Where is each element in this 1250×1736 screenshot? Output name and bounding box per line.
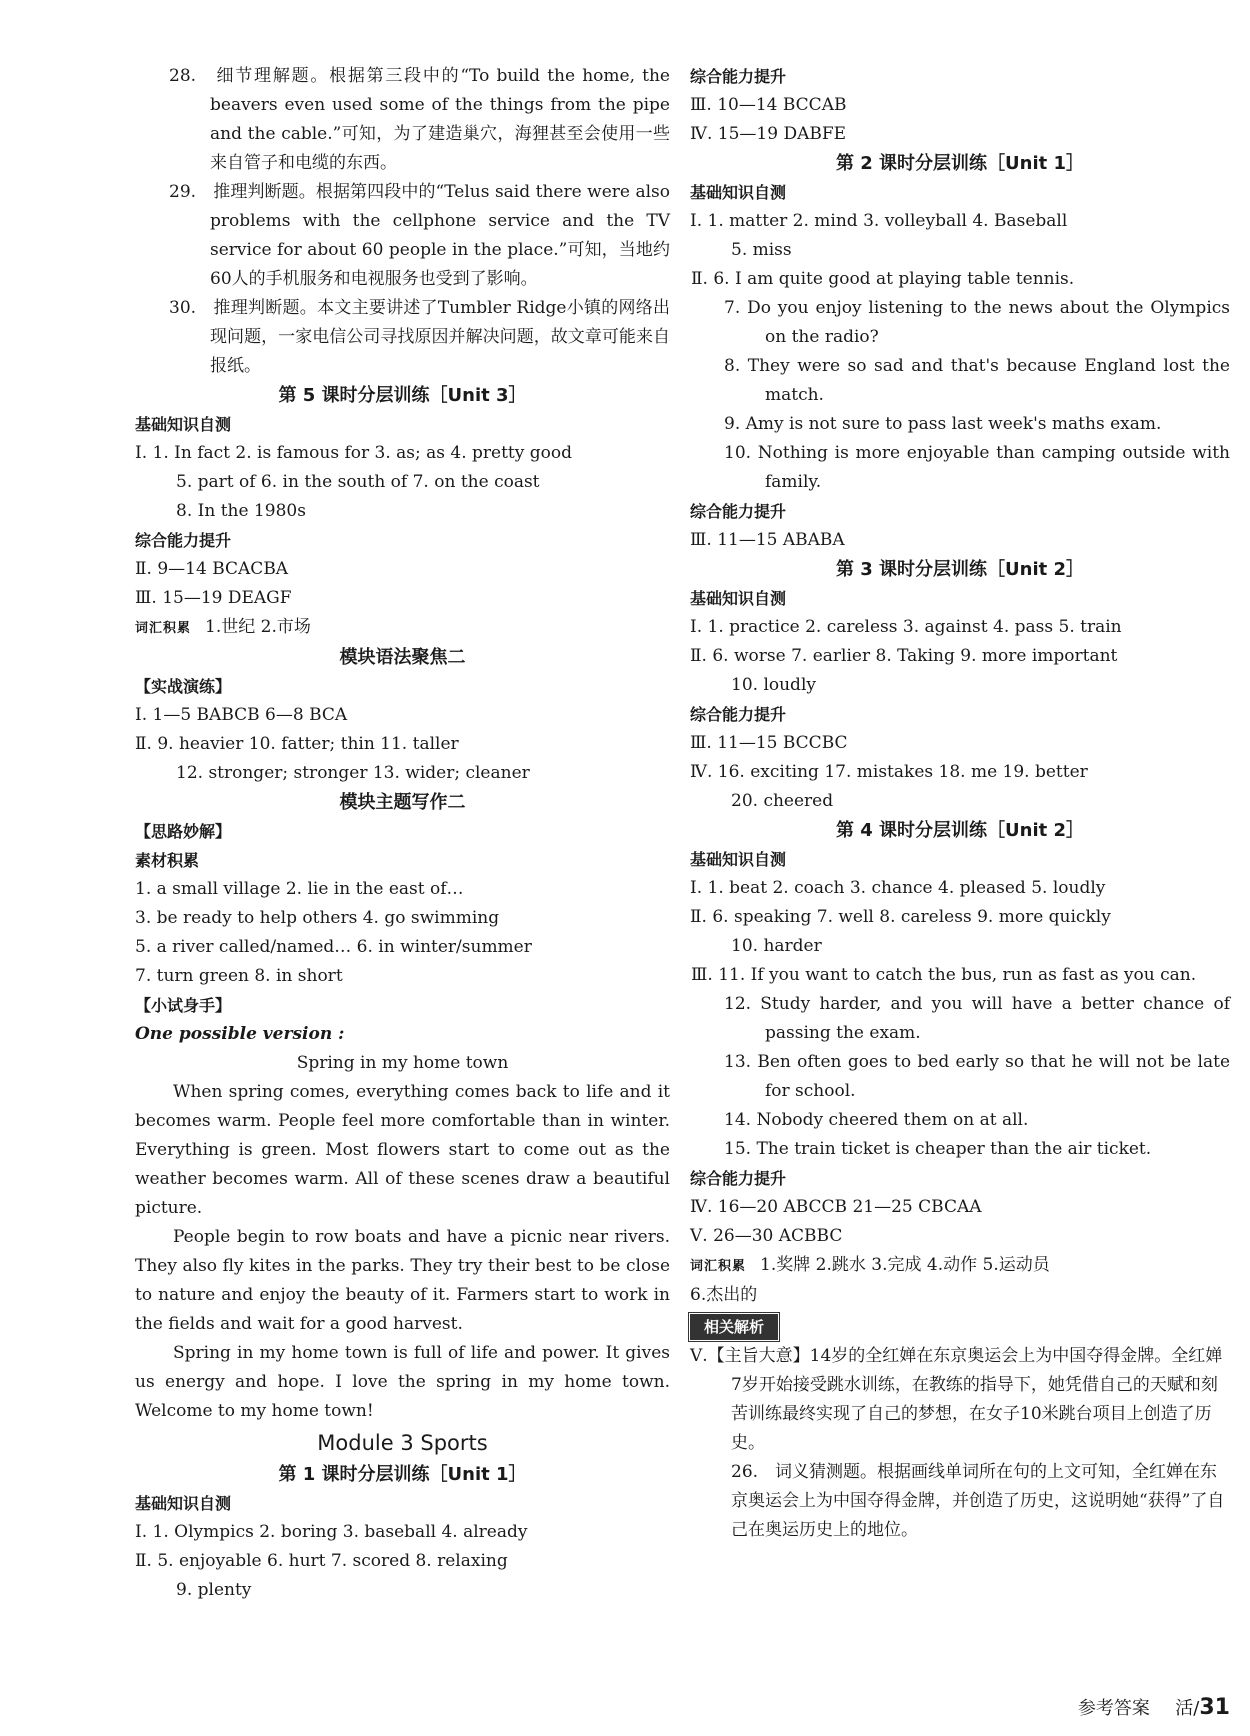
right-column [690, 62, 1230, 1545]
ability-label-r1: 综合能力提升 [690, 67, 787, 86]
l2-i-line2: 5. miss [731, 240, 792, 260]
answer-28: 28. 细节理解题。根据第三段中的“To build the home, the beavers even used some of the things from the pipe and the cable.”可知，为了建造巢穴，海狸甚至会使用一些来自管子和电缆的东西。 [169, 66, 670, 173]
grammar-ii-line1: Ⅱ. 9. heavier 10. fatter; thin 11. taller [135, 734, 459, 754]
footer-label: 参考答案 [1077, 1698, 1150, 1719]
basic-label-r2: 基础知识自测 [690, 183, 787, 202]
l5-vocab: 1.世纪 2.市场 [205, 617, 311, 637]
l2-iii: Ⅲ. 11—15 ABABA [690, 530, 845, 550]
basic-label-r3: 基础知识自测 [690, 589, 787, 608]
analysis-tag: 相关解析 [690, 1314, 778, 1340]
material-label: 素材积累 [135, 851, 200, 870]
ability-label: 综合能力提升 [135, 531, 232, 550]
l2-8: 8. They were so sad and that's because England lost the match. [724, 356, 1230, 405]
l4-13: 13. Ben often goes to bed early so that he will not be late for school. [724, 1052, 1230, 1101]
basic-label-2: 基础知识自测 [135, 1494, 232, 1513]
ability-label-r2: 综合能力提升 [690, 502, 787, 521]
l2-7: 7. Do you enjoy listening to the news about the Olympics on the radio? [724, 298, 1230, 347]
l3-iii: Ⅲ. 11—15 BCCBC [690, 733, 848, 753]
m3-ii: Ⅱ. 5. enjoyable 6. hurt 7. scored 8. relaxing [135, 1551, 508, 1571]
l3-ii-2: 10. loudly [731, 675, 816, 695]
writing-title: 模块主题写作二 [339, 792, 466, 813]
l5-i-line1: Ⅰ. 1. In fact 2. is famous for 3. as; as 4. pretty good [135, 443, 572, 463]
l5-iii: Ⅲ. 15—19 DEAGF [135, 588, 292, 608]
l4-12: 12. Study harder, and you will have a better chance of passing the exam. [724, 994, 1230, 1043]
l2-10: 10. Nothing is more enjoyable than camping outside with family. [724, 443, 1230, 492]
l4-vocab: 1.奖牌 2.跳水 3.完成 4.动作 5.运动员 [760, 1255, 1050, 1275]
essay-paragraph-1: When spring comes, everything comes back to life and it becomes warm. People feel more comfortable than in winter. Everything is green. Most flowers start to come out as the weather becomes warm. All of these scenes draw a beautiful picture. [135, 1082, 670, 1218]
answer-29: 29. 推理判断题。根据第四段中的“Telus said there were also problems with the cellphone service and the TV service for about 60 people in the place.”可知，当地约60人的手机服务和电视服务也受到了影响。 [169, 182, 670, 289]
l3-i: Ⅰ. 1. practice 2. careless 3. against 4. pass 5. train [690, 617, 1122, 637]
l4-ii-2: 10. harder [731, 936, 822, 956]
page-number: 31 [1199, 1695, 1230, 1720]
left-column [135, 62, 670, 1605]
l4-i: Ⅰ. 1. beat 2. coach 3. chance 4. pleased 5. loudly [690, 878, 1106, 898]
try-label: 【小试身手】 [135, 996, 232, 1015]
ability-label-r4: 综合能力提升 [690, 1169, 787, 1188]
m3-i: Ⅰ. 1. Olympics 2. boring 3. baseball 4. already [135, 1522, 528, 1542]
l4-vocab-2: 6.杰出的 [690, 1285, 758, 1305]
thinking-label: 【思路妙解】 [135, 822, 232, 841]
l4-11: Ⅲ. 11. If you want to catch the bus, run as fast as you can. [691, 965, 1197, 985]
essay-title: Spring in my home town [296, 1053, 509, 1073]
footer-prefix: 活/ [1175, 1698, 1200, 1719]
l3-ii: Ⅱ. 6. worse 7. earlier 8. Taking 9. more important [690, 646, 1118, 666]
lesson-5-title: 第 5 课时分层训练［Unit 3］ [278, 385, 527, 406]
material-2: 3. be ready to help others 4. go swimming [135, 908, 500, 928]
version-label: One possible version : [135, 1024, 345, 1044]
l4-14: 14. Nobody cheered them on at all. [724, 1110, 1029, 1130]
material-1: 1. a small village 2. lie in the east of… [135, 879, 464, 899]
answer-26: 26. 词义猜测题。根据画线单词所在句的上文可知，全红婵在东京奥运会上为中国夺得金牌，并创造了历史，这说明她“获得”了自己在奥运历史上的地位。 [731, 1462, 1225, 1540]
l5-i-line3: 8. In the 1980s [176, 501, 306, 521]
r-iv: Ⅳ. 15—19 DABFE [690, 124, 847, 144]
l2-i-line1: Ⅰ. 1. matter 2. mind 3. volleyball 4. Baseball [690, 211, 1068, 231]
l4-ii: Ⅱ. 6. speaking 7. well 8. careless 9. more quickly [690, 907, 1111, 927]
basic-label: 基础知识自测 [135, 415, 232, 434]
l4-v: Ⅴ. 26—30 ACBBC [690, 1226, 843, 1246]
ability-label-r3: 综合能力提升 [690, 705, 787, 724]
grammar-title: 模块语法聚焦二 [339, 647, 466, 668]
grammar-ii-line2: 12. stronger; stronger 13. wider; cleaner [176, 763, 530, 783]
practice-label: 【实战演练】 [135, 677, 232, 696]
vocab-label: 词汇积累 [135, 621, 192, 636]
answer-30: 30. 推理判断题。本文主要讲述了Tumbler Ridge小镇的网络出现问题，一家电信公司寻找原因并解决问题，故文章可能来自报纸。 [169, 298, 670, 376]
l5-ii: Ⅱ. 9—14 BCACBA [135, 559, 289, 579]
lesson-1-title: 第 1 课时分层训练［Unit 1］ [278, 1464, 527, 1485]
essay-paragraph-2: People begin to row boats and have a picnic near rivers. They also fly kites in the parks. They try their best to be close to nature and enjoy the beauty of it. Farmers start to work in the fields and wait for a good harvest. [135, 1227, 670, 1334]
essay-paragraph-3: Spring in my home town is full of life and power. It gives us energy and hope. I love the spring in my home town. Welcome to my home town! [135, 1343, 670, 1421]
l3-iv-2: 20. cheered [731, 791, 834, 811]
l2-9: 9. Amy is not sure to pass last week's maths exam. [724, 414, 1162, 434]
basic-label-r4: 基础知识自测 [690, 850, 787, 869]
grammar-i: Ⅰ. 1—5 BABCB 6—8 BCA [135, 705, 348, 725]
material-3: 5. a river called/named… 6. in winter/summer [135, 937, 532, 957]
page-footer [1078, 1694, 1230, 1720]
m3-ii-2: 9. plenty [176, 1580, 252, 1600]
l3-iv: Ⅳ. 16. exciting 17. mistakes 18. me 19. better [690, 762, 1088, 782]
l4-iv: Ⅳ. 16—20 ABCCB 21—25 CBCAA [690, 1197, 982, 1217]
r-iii: Ⅲ. 10—14 BCCAB [690, 95, 847, 115]
l4-15: 15. The train ticket is cheaper than the air ticket. [724, 1139, 1152, 1159]
lesson-2-title: 第 2 课时分层训练［Unit 1］ [835, 153, 1085, 174]
lesson-3-title: 第 3 课时分层训练［Unit 2］ [835, 559, 1085, 580]
l2-6: Ⅱ. 6. I am quite good at playing table tennis. [691, 269, 1075, 289]
lesson-4-title: 第 4 课时分层训练［Unit 2］ [835, 820, 1085, 841]
main-idea: Ⅴ.【主旨大意】14岁的全红婵在东京奥运会上为中国夺得金牌。全红婵7岁开始接受跳水训练，在教练的指导下，她凭借自己的天赋和刻苦训练最终实现了自己的梦想，在女子10米跳台项目上创造了历史。 [690, 1346, 1223, 1453]
module-title: Module 3 Sports [317, 1431, 488, 1455]
l5-i-line2: 5. part of 6. in the south of 7. on the coast [176, 472, 540, 492]
material-4: 7. turn green 8. in short [135, 966, 343, 986]
vocab-label-r: 词汇积累 [690, 1259, 747, 1274]
